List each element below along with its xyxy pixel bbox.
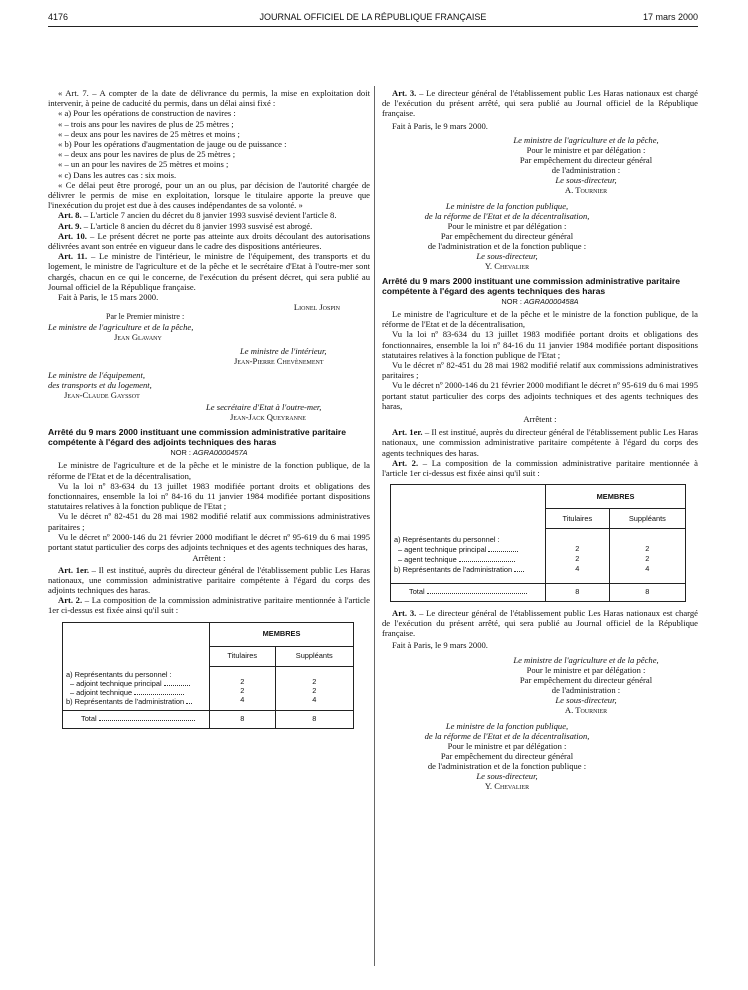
signature-line: Par empêchement du directeur général [519, 154, 653, 165]
row-label: a) Représentants du personnel : [66, 670, 172, 680]
suppleants-value: 4 [312, 694, 317, 704]
article-text: – Le directeur général de l'établissement public Les Haras nationaux est chargé de l'exécution du présent arrêté, qui sera publié au Journal officiel de la République française. [382, 88, 698, 119]
fait-date: Fait à Paris, le 9 mars 2000. [392, 640, 488, 651]
article-text: – L'article 7 ancien du décret du 8 janvier 1993 susvisé devient l'article 8. [81, 210, 337, 221]
article-label: Art. 8. [58, 210, 82, 221]
par-premier-ministre: Par le Premier ministre : [106, 312, 185, 322]
page-number: 4176 [48, 12, 69, 22]
article-3 [382, 88, 698, 119]
minister-title: Le ministre de l'intérieur, [240, 346, 327, 357]
art7-intro: « Art. 7. – A compter de la date de délivrance du permis, la mise en exploitation doit intervenir, à peine de caducité du permis, dans un délai ainsi fixé : [48, 88, 370, 109]
signature-line: de la réforme de l'Etat et de la décentralisation, [424, 210, 590, 221]
row-label: – adjoint technique principal [66, 679, 206, 688]
article-label: Art. 3. [392, 88, 417, 98]
header-rule [48, 26, 698, 27]
titulaires-value: 2 [240, 685, 245, 695]
signature-line: Y. Chevalier [484, 780, 530, 791]
composition-table [390, 484, 686, 602]
preamble-paragraph: Vu la loi nº 83-634 du 13 juillet 1983 modifiée portant droits et obligations des fonctionnaires, ensemble la loi nº 84-16 du 11 janvier 1984 modifiée portant dispositions statutaires relatives à la fonction publique de l'Etat ; [48, 480, 370, 512]
article-label: Art. 2. [58, 595, 83, 606]
titulaires-value: 4 [240, 694, 245, 704]
total-row [63, 711, 354, 729]
row-label: – agent technique [394, 555, 542, 565]
article-text: – L'article 8 ancien du décret du 8 janvier 1993 susvisé est abrogé. [81, 220, 313, 231]
nor-label: NOR : [170, 448, 193, 458]
total-suppleants: 8 [275, 711, 353, 729]
row-label: b) Représentants de l'administration [394, 565, 542, 575]
article-text: – Le présent décret ne porte pas atteinte aux droits découlant des autorisations délivrées avant son entrée en vigueur dans le cadre des dispositions antérieures. [48, 230, 371, 252]
minister-name: Jean-Pierre Chevènement [234, 356, 324, 367]
article-3 [382, 608, 698, 639]
titulaires-value: 4 [575, 564, 580, 574]
signature-line: Pour le ministre et par délégation : [526, 144, 646, 155]
composition-table [62, 622, 354, 730]
suppleants-header: Suppléants [275, 646, 353, 666]
signature-line: Par empêchement du directeur général [440, 230, 574, 241]
signature-line: Le sous-directeur, [555, 174, 617, 185]
article-text: – Le ministre de l'intérieur, le ministre de l'équipement, des transports et du logement, le ministre de l'agriculture et de la pêche et le secrétaire d'Etat à l'outre-mer sont chargés, chacun en ce qui le concerne, de l'exécution du présent décret, qui sera publié au Journal officiel de la République française. [48, 251, 370, 292]
art7-item: « – deux ans pour les navires de plus de 25 mètres ; [58, 149, 236, 160]
row-label: a) Représentants du personnel : [394, 534, 500, 544]
row-label: b) Représentants de l'administration [66, 697, 206, 706]
signature-line: A. Tournier [564, 184, 608, 195]
total-row [391, 583, 686, 601]
fait-date: Fait à Paris, le 15 mars 2000. [58, 292, 159, 303]
nor-reference [382, 297, 698, 307]
nor-label: NOR : [501, 296, 524, 306]
suppleants-value: 2 [645, 554, 650, 564]
right-column [382, 88, 698, 791]
article-label: Art. 11. [58, 251, 88, 262]
total-label: Total [409, 587, 425, 597]
row-label: – adjoint technique [66, 688, 206, 697]
titulaires-header: Titulaires [210, 646, 276, 666]
article-text: – La composition de la commission administrative paritaire mentionnée à l'article 1er ci-dessus est fixée ainsi qu'il suit : [48, 595, 370, 616]
article-label: Art. 9. [58, 220, 82, 231]
arretent: Arrêtent : [192, 553, 226, 564]
suppleants-value: 2 [645, 544, 650, 554]
signature-line: A. Tournier [564, 704, 608, 715]
table-row [63, 666, 354, 711]
signature-line: Le sous-directeur, [555, 694, 617, 705]
total-label: Total [81, 714, 97, 724]
table-row [391, 529, 686, 584]
minister-title: des transports et du logement, [48, 380, 152, 391]
article-text: – Il est institué, auprès du directeur général de l'établissement public Les Haras nationaux, une commission administrative paritaire compétente à l'égard du corps des agents techniques des haras. [382, 427, 698, 458]
article-2 [48, 595, 370, 615]
signature-line: de la réforme de l'Etat et de la décentralisation, [424, 730, 590, 741]
nor-reference [48, 448, 370, 458]
signature-line: de l'administration : [551, 164, 621, 175]
preamble-paragraph: Le ministre de l'agriculture et de la pêche et le ministre de la fonction publique, de la réforme de l'Etat et de la décentralisation, [48, 460, 370, 481]
signature-line: de l'administration : [551, 684, 621, 695]
suppleants-value: 2 [312, 676, 317, 686]
minister-title: Le ministre de l'agriculture et de la pêche, [48, 322, 194, 333]
arrete-title: Arrêté du 9 mars 2000 instituant une commission administrative paritaire compétente à l'égard des adjoints techniques des haras [48, 427, 347, 448]
signature-line: Pour le ministre et par délégation : [526, 664, 646, 675]
article-label: Art. 2. [392, 457, 419, 468]
members-header: MEMBRES [546, 485, 686, 509]
journal-title: JOURNAL OFFICIEL DE LA RÉPUBLIQUE FRANÇAISE [259, 12, 487, 22]
art7-item: « – trois ans pour les navires de plus de 25 mètres ; [58, 118, 234, 129]
article-text: – Le directeur général de l'établissement public Les Haras nationaux est chargé de l'exécution du présent arrêté, qui sera publié au Journal officiel de la République française. [382, 607, 698, 639]
signature-line: Le sous-directeur, [476, 770, 538, 781]
minister-title: Le secrétaire d'Etat à l'outre-mer, [206, 402, 322, 413]
arrete-title: Arrêté du 9 mars 2000 instituant une commission administrative paritaire compétente à l'égard des agents techniques des haras [382, 275, 681, 296]
preamble-paragraph: Vu le décret nº 82-451 du 28 mai 1982 modifié relatif aux commissions administratives paritaires ; [382, 360, 698, 381]
signature-block [382, 201, 632, 271]
minister-name: Jean-Claude Gayssot [64, 390, 140, 401]
art7-item: « – deux ans pour les navires de 25 mètres et moins ; [58, 128, 240, 139]
signature-line: Pour le ministre et par délégation : [447, 220, 567, 231]
minister-name: Jean Glavany [114, 332, 162, 343]
signature-line: Y. Chevalier [484, 260, 530, 271]
signature-line: de l'administration et de la fonction publique : [427, 240, 587, 251]
article-11 [48, 251, 370, 292]
art7-item: « – un an pour les navires de 25 mètres et moins ; [58, 159, 229, 170]
article-8 [48, 210, 370, 220]
signature-line: de l'administration et de la fonction publique : [427, 760, 587, 771]
signature-line: Le sous-directeur, [476, 250, 538, 261]
nor-value: AGRA0000458A [523, 296, 579, 306]
signature-line: Par empêchement du directeur général [440, 750, 574, 761]
article-2 [382, 458, 698, 478]
signature-line: Le ministre de l'agriculture et de la pêche, [513, 654, 659, 665]
signature-block [382, 721, 632, 791]
row-label: – agent technique principal [394, 545, 542, 555]
article-10 [48, 231, 370, 251]
minister-name: Jean-Jack Queyranne [230, 412, 306, 423]
titulaires-value: 2 [240, 676, 245, 686]
signatures [48, 302, 370, 422]
art7-item: « c) Dans les autres cas : six mois. [58, 169, 177, 180]
article-9 [48, 221, 370, 231]
issue-date: 17 mars 2000 [642, 12, 698, 22]
titulaires-value: 2 [575, 554, 580, 564]
signature-line: Le ministre de la fonction publique, [445, 720, 569, 731]
preamble-paragraph: Vu le décret nº 82-451 du 28 mai 1982 modifié relatif aux commissions administratives paritaires ; [48, 511, 370, 532]
signature-line: Par empêchement du directeur général [519, 674, 653, 685]
signature-line: Le ministre de l'agriculture et de la pêche, [513, 134, 659, 145]
preamble-paragraph: Vu le décret nº 2000-146 du 21 février 2000 modifiant le décret nº 95-619 du 6 mai 1995 portant statut particulier des corps des adjoints techniques et des agents techniques des haras, [48, 531, 370, 553]
total-titulaires: 8 [210, 711, 276, 729]
article-label: Art. 1er. [392, 427, 423, 438]
art7-item: « Ce délai peut être prorogé, pour un an ou plus, par décision de l'autorité chargée de délivrer le permis de mise en exploitation, lorsque le titulaire apporte la preuve que l'inexécution du projet est due à des causes indépendantes de sa volonté. » [48, 179, 370, 211]
left-column [48, 88, 370, 729]
page-header [48, 10, 698, 24]
article-text: – La composition de la commission administrative paritaire mentionnée à l'article 1er ci-dessus est fixée ainsi qu'il suit : [382, 457, 698, 479]
signer-name: Lionel Jospin [293, 302, 340, 313]
signature-block [474, 135, 698, 195]
article-label: Art. 1er. [58, 564, 89, 575]
article-1 [382, 427, 698, 458]
article-label: Art. 3. [392, 607, 417, 618]
suppleants-value: 4 [645, 564, 650, 574]
fait-date: Fait à Paris, le 9 mars 2000. [392, 120, 488, 131]
total-suppleants: 8 [609, 583, 685, 601]
arretent: Arrêtent : [523, 414, 557, 425]
signature-line: Pour le ministre et par délégation : [447, 740, 567, 751]
titulaires-header: Titulaires [546, 509, 610, 529]
suppleants-header: Suppléants [609, 509, 685, 529]
article-label: Art. 10. [58, 230, 87, 241]
article-1 [48, 565, 370, 596]
preamble-paragraph: Vu la loi nº 83-634 du 13 juillet 1983 modifiée portant droits et obligations des fonctionnaires, ensemble la loi nº 84-16 du 11 janvier 1984 modifiée portant dispositions statutaires relatives à la fonction publique de l'Etat ; [382, 329, 698, 360]
signature-line: Le ministre de la fonction publique, [445, 200, 569, 211]
suppleants-value: 2 [312, 685, 317, 695]
preamble-paragraph: Le ministre de l'agriculture et de la pêche et le ministre de la fonction publique, de la réforme de l'Etat et de la décentralisation, [382, 309, 698, 330]
art7-item: « a) Pour les opérations de construction de navires : [58, 108, 236, 119]
members-header: MEMBRES [210, 622, 354, 646]
minister-title: Le ministre de l'équipement, [48, 370, 145, 381]
signature-block [474, 655, 698, 715]
preamble-paragraph: Vu le décret nº 2000-146 du 21 février 2000 modifiant le décret nº 95-619 du 6 mai 1995 portant statut particulier des corps des adjoints techniques et des agents techniques des haras, [382, 380, 698, 411]
titulaires-value: 2 [575, 544, 580, 554]
column-divider [374, 86, 375, 966]
nor-value: AGRA0000457A [192, 448, 248, 458]
article-text: – Il est institué, auprès du directeur général de l'établissement public Les Haras nationaux, une commission administrative paritaire compétente à l'égard du corps des adjoints techniques des haras. [48, 564, 370, 595]
total-titulaires: 8 [546, 583, 610, 601]
art7-item: « b) Pour les opérations d'augmentation de jauge ou de puissance : [58, 139, 287, 150]
